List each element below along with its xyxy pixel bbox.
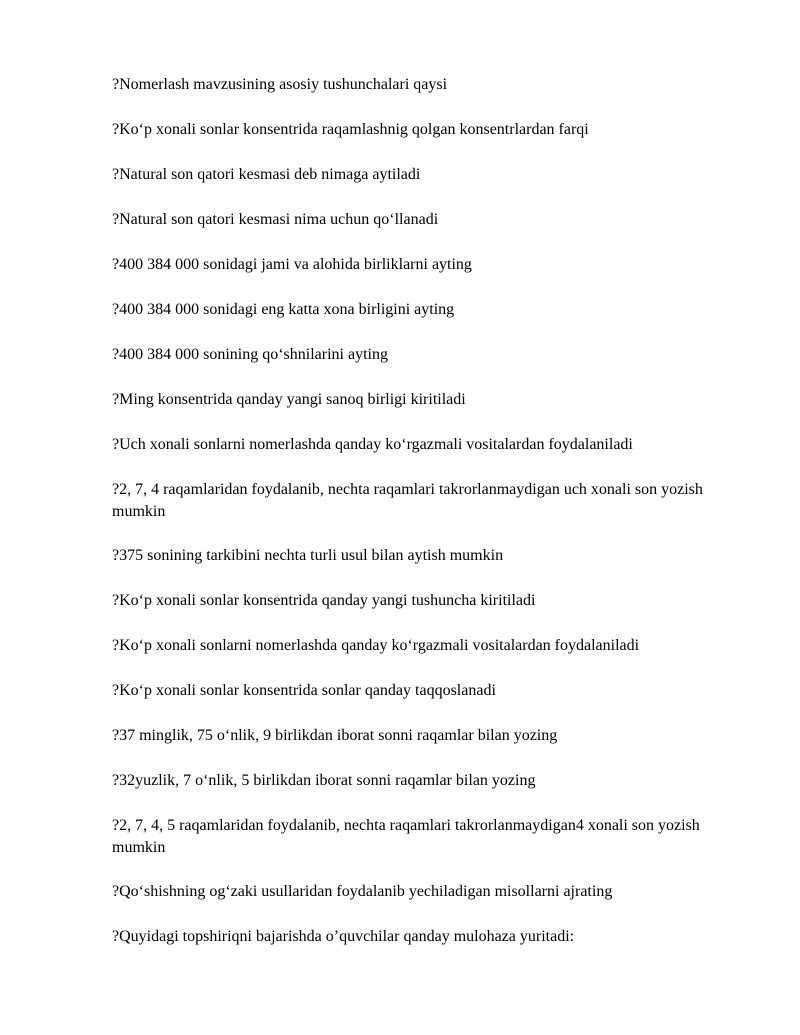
question-6: ?400 384 000 sonidagi eng katta xona birligini ayting [112,301,455,318]
question-13: ?Ko‘p xonali sonlarni nomerlashda qanday ko‘rgazmali vositalardan foydalaniladi [112,637,640,654]
question-list [112,74,742,971]
question-2: ?Ko‘p xonali sonlar konsentrida raqamlashnig qolgan konsentrlardan farqi [112,121,589,138]
question-4: ?Natural son qatori kesmasi nima uchun qo‘llanadi [112,211,439,228]
question-19: ?Quyidagi topshiriqni bajarishda o’quvchilar qanday mulohaza yuritadi: [112,928,575,945]
question-3: ?Natural son qatori kesmasi deb nimaga aytiladi [112,166,421,183]
question-7: ?400 384 000 sonining qo‘shnilarini ayting [112,346,388,363]
question-18: ?Qo‘shishning og‘zaki usullaridan foydalanib yechiladigan misollarni ajrating [112,883,613,900]
question-16: ?32yuzlik, 7 o‘nlik, 5 birlikdan iborat sonni raqamlar bilan yozing [112,772,536,789]
question-8: ?Ming konsentrida qanday yangi sanoq birligi kiritiladi [112,391,466,408]
question-17: ?2, 7, 4, 5 raqamlaridan foydalanib, nechta raqamlari takrorlanmaydigan4 xonali son yozish mumkin [112,817,700,856]
question-14: ?Ko‘p xonali sonlar konsentrida sonlar qanday taqqoslanadi [112,682,496,699]
question-15: ?37 minglik, 75 o‘nlik, 9 birlikdan iborat sonni raqamlar bilan yozing [112,727,558,744]
question-10: ?2, 7, 4 raqamlaridan foydalanib, nechta raqamlari takrorlanmaydigan uch xonali son yozish mumkin [112,481,703,520]
question-12: ?Ko‘p xonali sonlar konsentrida qanday yangi tushuncha kiritiladi [112,592,536,609]
question-1: ?Nomerlash mavzusining asosiy tushunchalari qaysi [112,76,448,93]
question-5: ?400 384 000 sonidagi jami va alohida birliklarni ayting [112,256,472,273]
question-9: ?Uch xonali sonlarni nomerlashda qanday ko‘rgazmali vositalardan foydalaniladi [112,436,633,453]
question-11: ?375 sonining tarkibini nechta turli usul bilan aytish mumkin [112,547,504,564]
